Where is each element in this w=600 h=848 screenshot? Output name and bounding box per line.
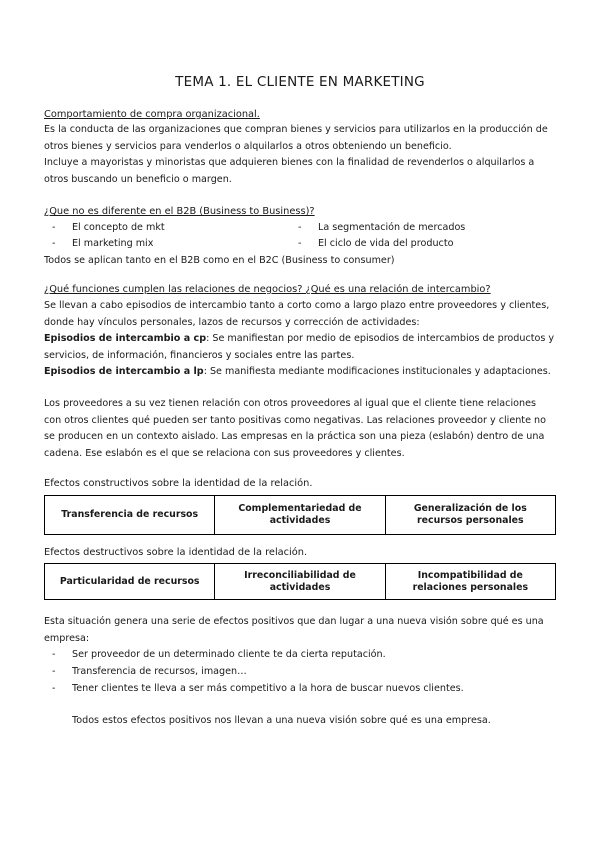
list-item: El ciclo de vida del producto — [318, 238, 454, 249]
text-line: otros buscando un beneficio o margen. — [44, 173, 232, 185]
text-line: empresa: — [44, 632, 90, 644]
text-line: Se llevan a cabo episodios de intercambio tanto a corto como a largo plazo entre proveedores y clientes, — [44, 300, 550, 311]
bullet-dash: - — [52, 666, 56, 677]
table-caption-destructivos: Efectos destructivos sobre la identidad de la relación. — [44, 547, 308, 558]
text-line: donde hay vínculos personales, lazos de recursos y corrección de actividades: — [44, 316, 420, 328]
table-cell: Transferencia de recursos — [45, 496, 215, 534]
text-line: se producen en un contexto aislado. Las empresas en la práctica son una pieza (eslabón) dentro de una — [44, 431, 545, 442]
paragraph-situacion — [44, 614, 558, 647]
section-heading-comportamiento: Comportamiento de compra organizacional. — [44, 109, 260, 120]
paragraph-episodios — [44, 298, 558, 381]
bullet-dash: - — [52, 649, 56, 660]
section2-footer: Todos se aplican tanto en el B2B como en el B2C (Business to consumer) — [44, 255, 395, 266]
text-line — [44, 331, 558, 348]
paragraph-proveedores — [44, 396, 558, 462]
list-item: El concepto de mkt — [72, 222, 165, 233]
term-lp-definition: : Se manifiesta mediante modificaciones institucionales y adaptaciones. — [203, 366, 551, 377]
bullet-dash: - — [52, 683, 56, 694]
text-line — [44, 364, 558, 381]
section-heading-relaciones: ¿Qué funciones cumplen las relaciones de negocios? ¿Qué es una relación de intercambio? — [44, 284, 491, 295]
bullet-dash: - — [298, 222, 302, 233]
text-line: Es la conducta de las organizaciones que compran bienes y servicios para utilizarlos en la producción de — [44, 124, 548, 135]
list-item: Transferencia de recursos, imagen… — [72, 666, 247, 677]
bullet-dash: - — [298, 238, 302, 249]
list-item: Tener clientes te lleva a ser más competitivo a la hora de buscar nuevos clientes. — [72, 683, 464, 694]
closing-sentence: Todos estos efectos positivos nos llevan a una nueva visión sobre qué es una empresa. — [72, 715, 491, 726]
list-item: La segmentación de mercados — [318, 222, 466, 233]
table-cell: Generalización de los recursos personales — [413, 503, 527, 526]
text-line: cadena. Ese eslabón es el que se relaciona con sus proveedores y clientes. — [44, 447, 405, 459]
page-title: TEMA 1. EL CLIENTE EN MARKETING — [175, 74, 425, 90]
term-cp: Episodios de intercambio a cp — [44, 333, 207, 344]
table-caption-constructivos: Efectos constructivos sobre la identidad de la relación. — [44, 478, 313, 489]
text-line: Incluye a mayoristas y minoristas que adquieren bienes con la finalidad de revenderlos o alquilarlos a — [44, 157, 535, 168]
term-lp: Episodios de intercambio a lp — [44, 366, 204, 377]
text-line: Esta situación genera una serie de efectos positivos que dan lugar a una nueva visión sobre qué es una — [44, 616, 544, 627]
effects-table-constructive — [44, 495, 556, 535]
section-heading-b2b: ¿Que no es diferente en el B2B (Business to Business)? — [44, 206, 315, 217]
text-line: Los proveedores a su vez tienen relación con otros proveedores al igual que el cliente tiene relaciones — [44, 398, 536, 409]
paragraph-definition — [44, 122, 558, 188]
list-item: Ser proveedor de un determinado cliente te da cierta reputación. — [72, 649, 386, 660]
table-cell: Complementariedad de actividades — [215, 496, 385, 534]
text-line: otros bienes y servicios para venderlos o alquilarlos a otros obteniendo un beneficio. — [44, 140, 452, 152]
term-cp-definition: : Se manifiestan por medio de episodios de intercambios de productos y — [206, 333, 555, 344]
list-item: El marketing mix — [72, 238, 154, 249]
effects-table-destructive — [44, 563, 556, 600]
table-cell: Particularidad de recursos — [45, 564, 215, 599]
text-line: servicios, de información, financieros y sociales entre las partes. — [44, 349, 355, 361]
table-cell: Irreconciliabilidad de actividades — [215, 564, 385, 599]
table-cell: Incompatibilidad de relaciones personales — [412, 569, 529, 593]
bullet-dash: - — [52, 238, 56, 249]
text-line: con otros clientes qué pueden ser tanto positivas como negativas. Las relaciones proveedor y cliente no — [44, 414, 546, 426]
bullet-dash: - — [52, 222, 56, 233]
